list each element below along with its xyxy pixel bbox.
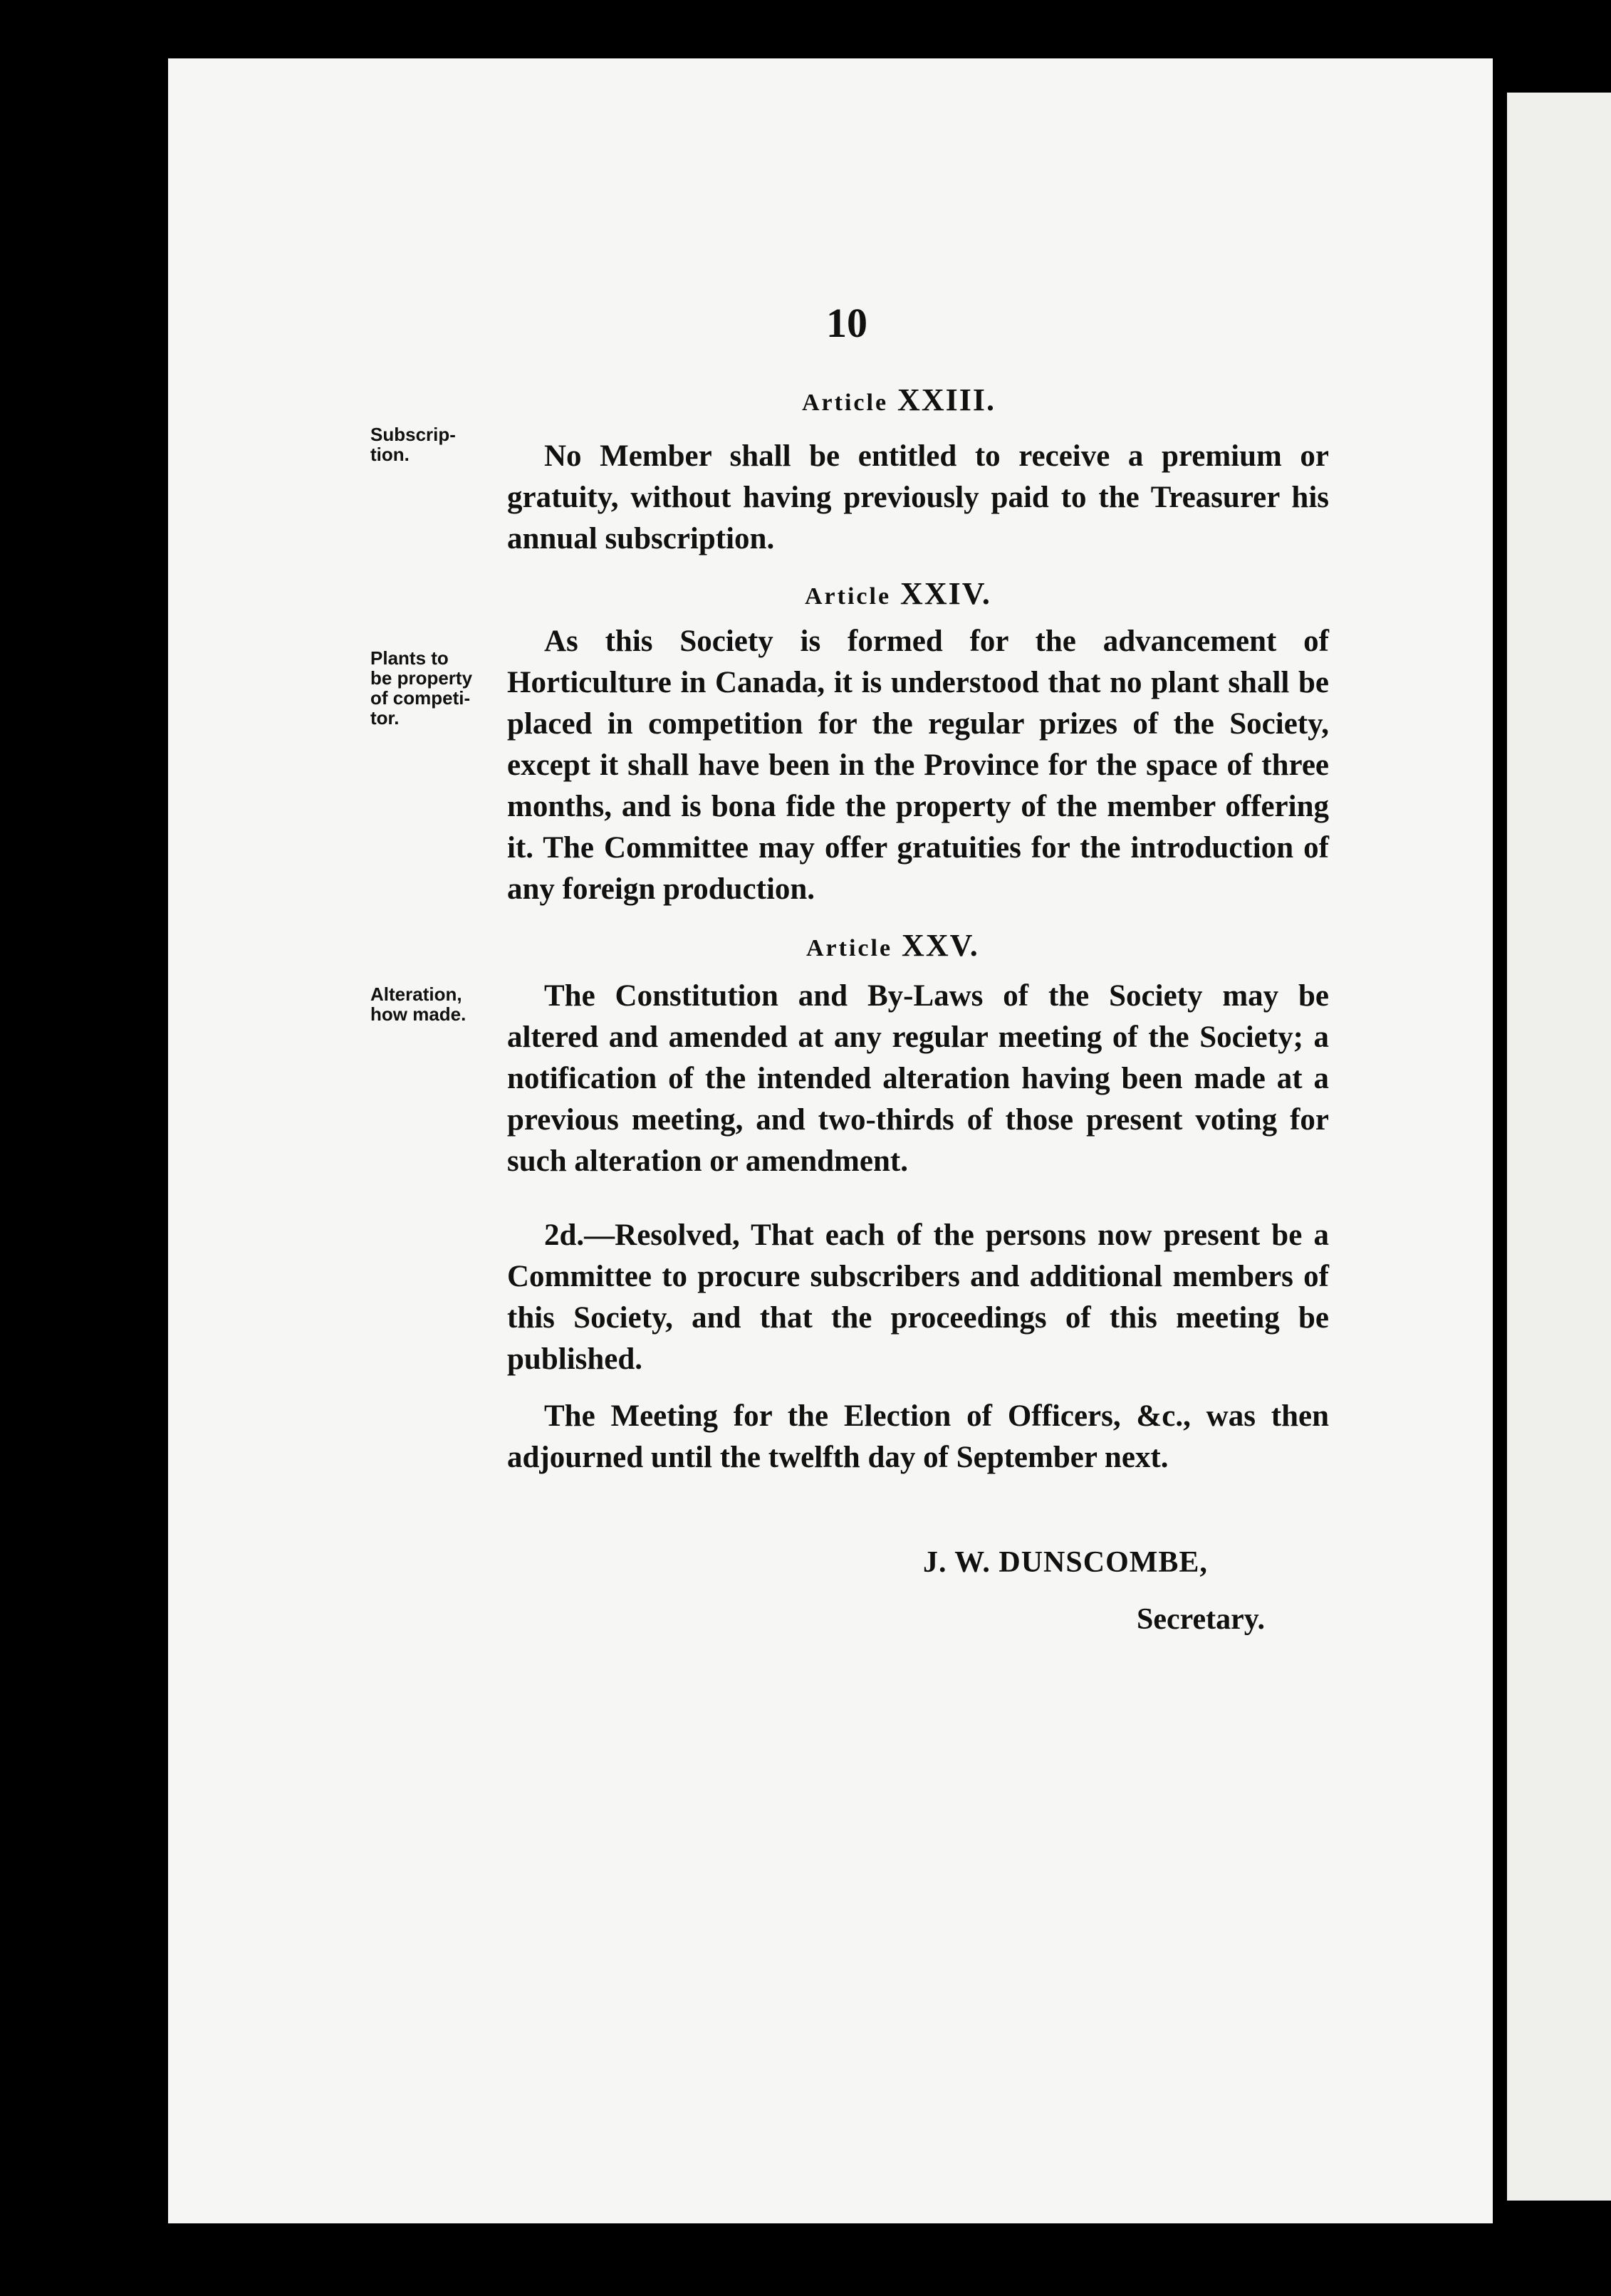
signature-title: Secretary. [1137,1603,1265,1636]
article-heading-23 [802,382,996,418]
article-heading-24 [805,575,991,612]
article-text-25: The Constitution and By-Laws of the Society may be altered and amended at any regular meeting of the Society; a notification of the intended alteration having been made at a previous meeting, and two-thirds of those present voting for such alteration or amendment. [507,979,1329,1178]
page-number: 10 [826,300,867,346]
page-gutter [1493,93,1507,2229]
article-heading-25 [806,927,979,964]
article-numeral: XXV. [902,928,979,963]
margin-note-plants: Plants to be property of competi- tor. [370,647,473,729]
article-label: Article [802,390,889,416]
article-text-23: No Member shall be entitled to receive a premium or gratuity, without having previously paid to the Treasurer his annual subscription. [507,439,1329,555]
adjacent-page-edge [1507,93,1611,2201]
adjournment-paragraph: The Meeting for the Election of Officers, &c., was then adjourned until the twelfth day of September next. [507,1399,1329,1474]
signature-name: J. W. DUNSCOMBE, [923,1546,1208,1579]
article-numeral: XXIV. [900,576,991,611]
article-numeral: XXIII. [897,382,996,417]
article-text-24: As this Society is formed for the advancement of Horticulture in Canada, it is understood that no plant shall be placed in competition for the regular prizes of the Society, except it shall have been in the Province for the space of three months, and is bona fide the property of the member offering it. The Committee may offer gratuities for the introduction of any foreign production. [507,625,1329,906]
article-label: Article [805,583,892,610]
article-label: Article [806,935,893,961]
resolution-paragraph: 2d.—Resolved, That each of the persons now present be a Committee to procure subscribers and additional members of this Society, and that the proceedings of this meeting be published. [507,1219,1329,1376]
margin-note-alteration: Alteration, how made. [370,983,466,1025]
margin-note-subscription: Subscrip- tion. [370,424,456,465]
